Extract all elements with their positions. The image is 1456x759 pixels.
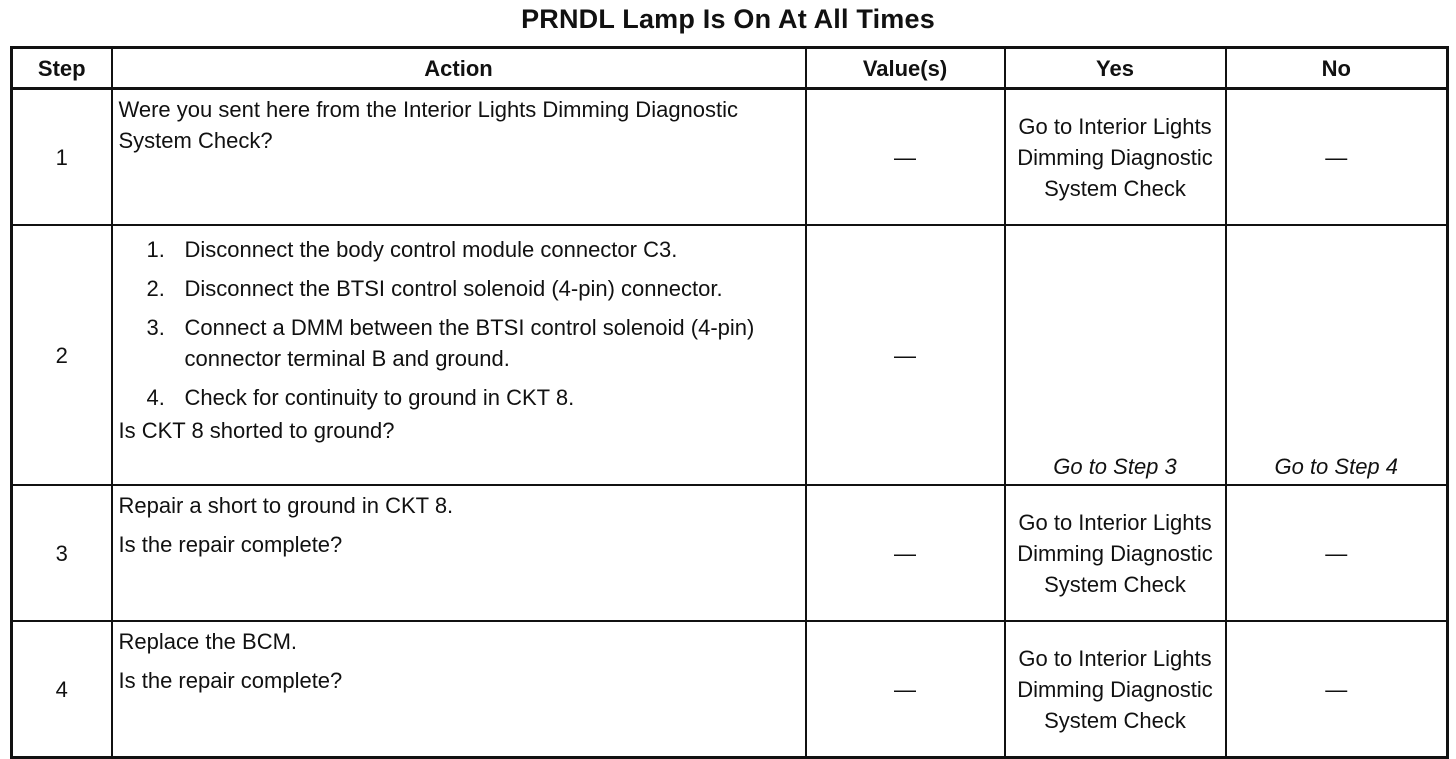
- yes-cell: Go to Interior Lights Dimming Diagnostic System Check: [1005, 485, 1226, 621]
- no-cell: Go to Step 4: [1226, 225, 1448, 485]
- substep-number: 1.: [146, 237, 165, 262]
- step-number: 1: [12, 89, 112, 226]
- substep-text: Connect a DMM between the BTSI control solenoid (4-pin) connector terminal B and ground.: [184, 315, 755, 371]
- yes-cell: Go to Interior Lights Dimming Diagnostic System Check: [1005, 89, 1226, 226]
- yes-cell: Go to Step 3: [1005, 225, 1226, 485]
- yes-cell: Go to Interior Lights Dimming Diagnostic System Check: [1005, 621, 1226, 758]
- substep-item: [119, 312, 799, 374]
- header-action: Action: [112, 48, 806, 89]
- header-yes: Yes: [1005, 48, 1226, 89]
- no-cell: —: [1226, 621, 1448, 758]
- diagnostic-table: [10, 46, 1449, 759]
- substep-text: Disconnect the body control module connector C3.: [184, 237, 678, 262]
- action-cell: [112, 89, 806, 226]
- substep-item: [119, 273, 799, 304]
- action-question: Is CKT 8 shorted to ground?: [118, 418, 395, 443]
- action-text: Repair a short to ground in CKT 8.: [118, 493, 454, 518]
- table-row: [12, 225, 1448, 485]
- substep-item: [119, 234, 799, 265]
- substep-number: 4.: [146, 385, 165, 410]
- table-row: [12, 485, 1448, 621]
- substep-text: Check for continuity to ground in CKT 8.: [184, 385, 575, 410]
- action-question: Is the repair complete?: [118, 532, 343, 557]
- action-question: Is the repair complete?: [118, 668, 343, 693]
- substep-number: 2.: [146, 276, 165, 301]
- header-values: Value(s): [806, 48, 1005, 89]
- table-row: [12, 89, 1448, 226]
- value-cell: —: [806, 225, 1005, 485]
- action-cell: [112, 485, 806, 621]
- step-number: 2: [12, 225, 112, 485]
- value-cell: —: [806, 89, 1005, 226]
- value-cell: —: [806, 485, 1005, 621]
- header-step: Step: [12, 48, 112, 89]
- action-text: Were you sent here from the Interior Lights Dimming Diagnostic System Check?: [118, 97, 739, 153]
- header-no: No: [1226, 48, 1448, 89]
- header-row: [12, 48, 1448, 89]
- step-number: 3: [12, 485, 112, 621]
- no-cell: —: [1226, 485, 1448, 621]
- substep-list: [119, 234, 799, 413]
- substep-item: [119, 382, 799, 413]
- action-cell: [112, 225, 806, 485]
- page-title: PRNDL Lamp Is On At All Times: [521, 4, 935, 34]
- value-cell: —: [806, 621, 1005, 758]
- no-cell: —: [1226, 89, 1448, 226]
- substep-number: 3.: [146, 315, 165, 340]
- table-row: [12, 621, 1448, 758]
- step-number: 4: [12, 621, 112, 758]
- substep-text: Disconnect the BTSI control solenoid (4-pin) connector.: [184, 276, 723, 301]
- action-text: Replace the BCM.: [118, 629, 298, 654]
- action-cell: [112, 621, 806, 758]
